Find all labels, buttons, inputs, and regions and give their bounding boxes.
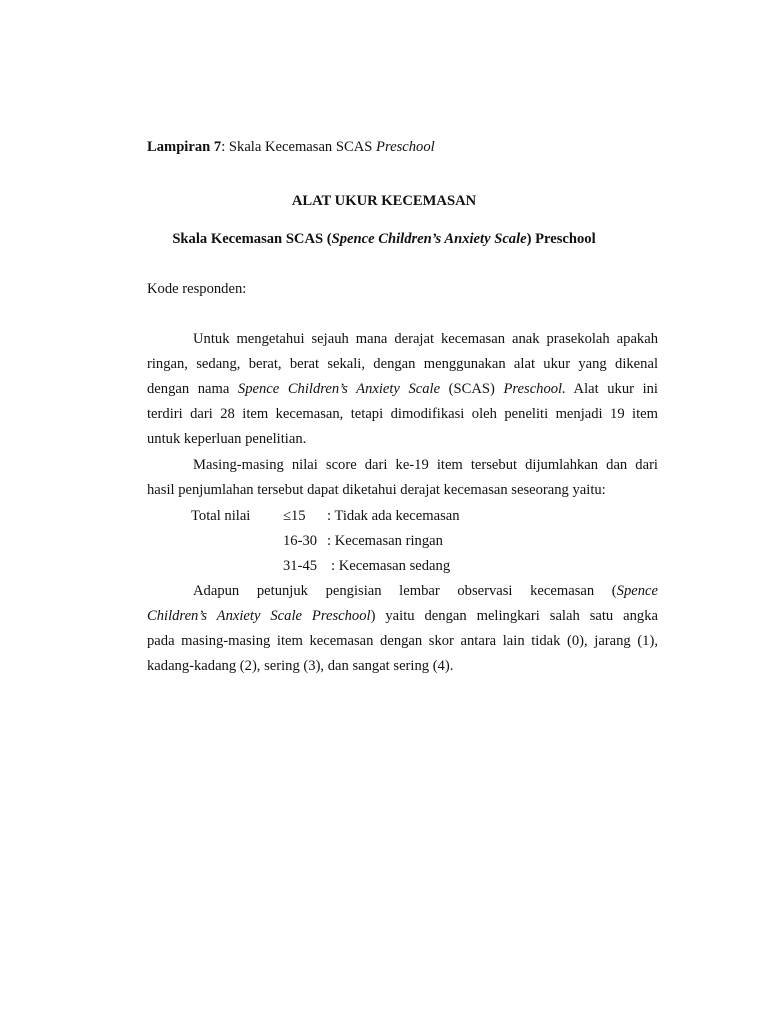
paragraph2-line2: hasil penjumlahan tersebut dapat diketahui derajat kecemasan seseorang yaitu:	[147, 482, 606, 498]
paragraph1-line5: untuk keperluan penelitian.	[147, 431, 307, 447]
score-category: : Kecemasan sedang	[331, 558, 451, 574]
score-range: 16-30	[283, 533, 318, 549]
paragraph1-line3: dengan nama Spence Children’s Anxiety Scale (SCAS) Preschool. Alat ukur ini	[147, 381, 658, 397]
paragraph1-line1: Untuk mengetahui sejauh mana derajat kecemasan anak prasekolah apakah	[193, 331, 658, 347]
score-category: : Kecemasan ringan	[327, 533, 443, 549]
respondent-code-label: Kode responden:	[147, 281, 247, 297]
paragraph3-line2: Children’s Anxiety Scale Preschool) yaitu dengan melingkari salah satu angka	[147, 608, 658, 624]
paragraph3-line3: pada masing-masing item kecemasan dengan skor antara lain tidak (0), jarang (1),	[147, 633, 658, 649]
paragraph2-line1: Masing-masing nilai score dari ke-19 item tersebut dijumlahkan dan dari	[193, 457, 658, 473]
paragraph3-line1: Adapun petunjuk pengisian lembar observasi kecemasan (Spence	[193, 583, 658, 599]
score-category: : Tidak ada kecemasan	[327, 508, 460, 524]
paragraph1-line2: ringan, sedang, berat, berat sekali, dengan menggunakan alat ukur yang dikenal	[147, 356, 658, 372]
paragraph1-line4: terdiri dari 28 item kecemasan, tetapi dimodifikasi oleh peneliti menjadi 19 item	[147, 406, 658, 422]
paragraph3-line4: kadang-kadang (2), sering (3), dan sangat sering (4).	[147, 658, 454, 674]
score-range: 31-45	[283, 558, 318, 574]
document-title: ALAT UKUR KECEMASAN	[291, 193, 477, 209]
appendix-heading: Lampiran 7: Skala Kecemasan SCAS Preschool	[147, 139, 435, 155]
document-subtitle: Skala Kecemasan SCAS (Spence Children’s Anxiety Scale) Preschool	[172, 231, 596, 247]
score-range: ≤15	[283, 508, 306, 524]
total-score-label: Total nilai	[191, 508, 251, 524]
